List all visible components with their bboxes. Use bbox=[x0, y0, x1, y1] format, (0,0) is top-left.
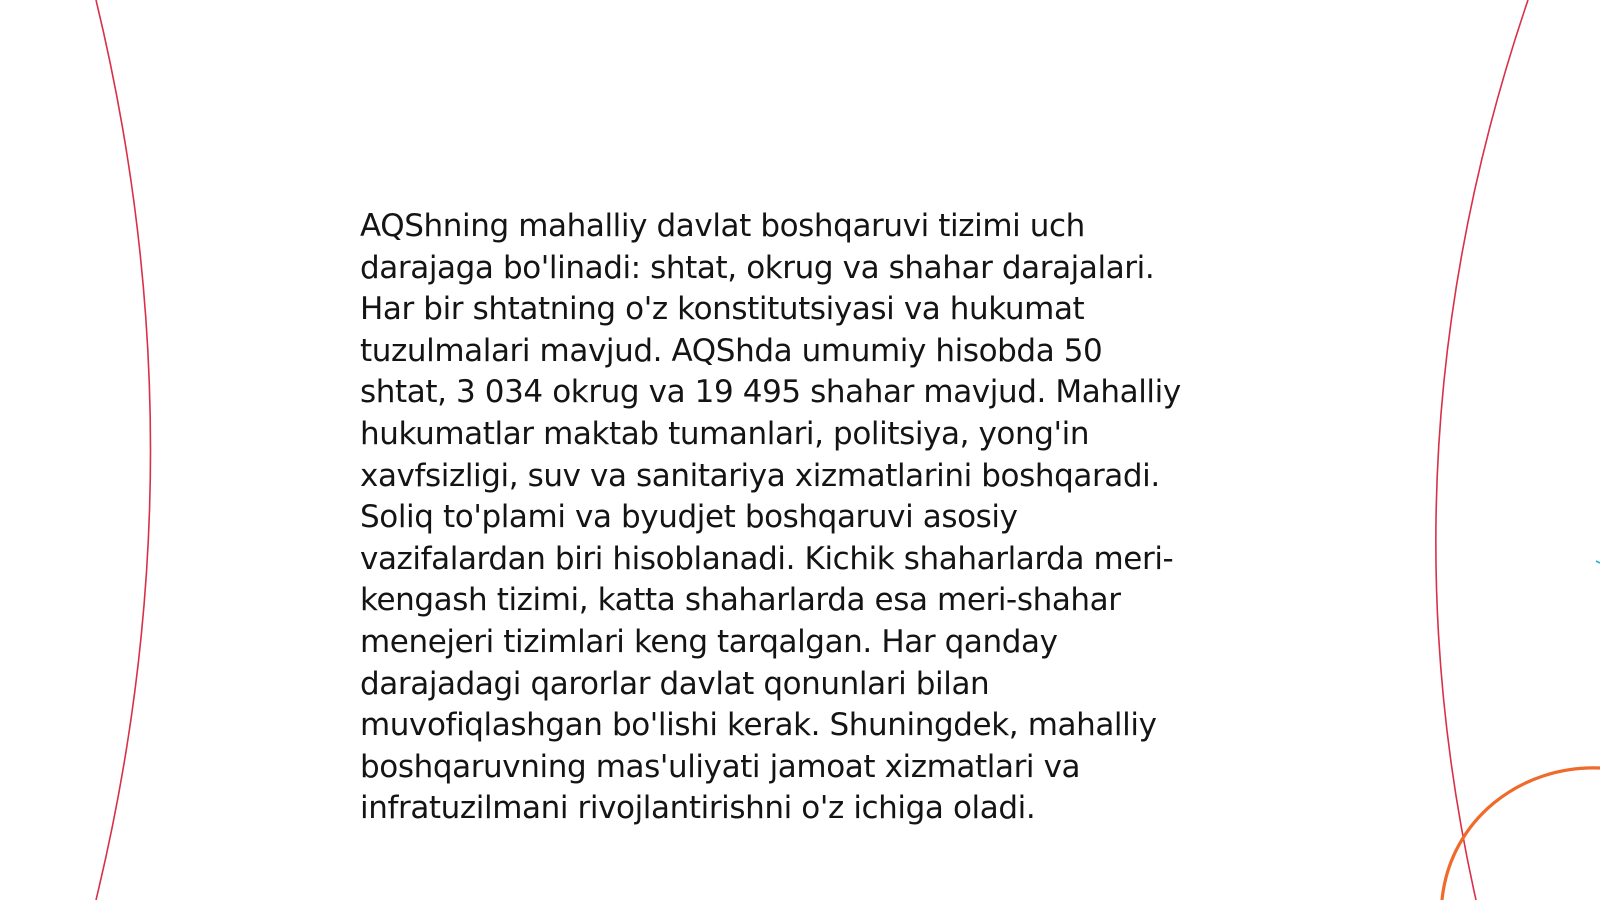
left-curve bbox=[96, 0, 151, 900]
body-paragraph: AQShning mahalliy davlat boshqaruvi tizimi uch darajaga bo'linadi: shtat, okrug va shahar darajalari. Har bir shtatning o'z konstitutsiyasi va hukumat tuzulmalari mavjud. AQShda umumiy hisobda 50 shtat, 3 034 okrug va 19 495 shahar mavjud. Mahalliy hukumatlar maktab tumanlari, politsiya, yong'in xavfsizligi, suv va sanitariya xizmatlarini boshqaradi. Soliq to'plami va byudjet boshqaruvi asosiy vazifalardan biri hisoblanadi. Kichik shaharlarda meri- kengash tizimi, katta shaharlarda esa meri-shahar menejeri tizimlari keng tarqalgan. Har qanday darajadagi qarorlar davlat qonunlari bilan muvofiqlashgan bo'lishi kerak. Shuningdek, mahalliy boshqaruvning mas'uliyati jamoat xizmatlari va infratuzilmani rivojlantirishni o'z ichiga oladi. bbox=[360, 208, 1181, 827]
orange-arc bbox=[1442, 768, 1600, 900]
accent-tick bbox=[1596, 561, 1600, 563]
right-curve bbox=[1436, 0, 1528, 900]
